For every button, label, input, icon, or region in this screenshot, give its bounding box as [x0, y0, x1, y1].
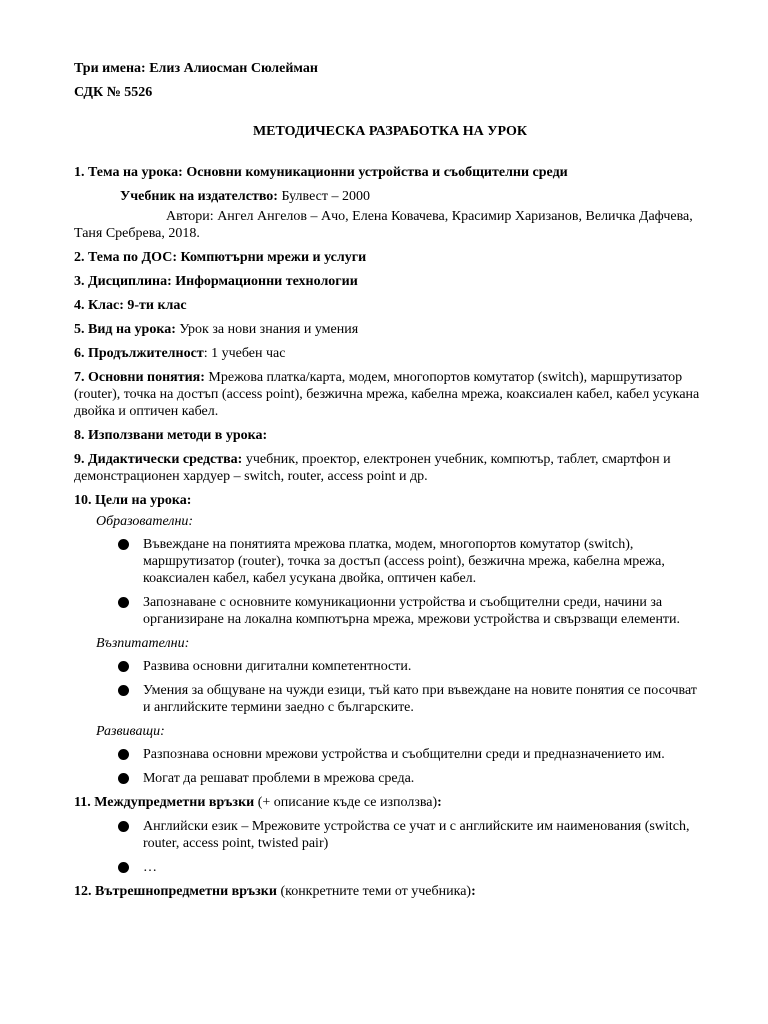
list-item: Разпознава основни мрежови устройства и съобщителни среди и предназначението им. — [118, 746, 706, 763]
list-item: Запознаване с основните комуникационни устройства и съобщителни среди, начини за организиране на локална компютърна мрежа, мрежови устройства и свързващи елементи. — [118, 594, 706, 628]
bullet-icon — [118, 749, 129, 760]
goals-upbringing-list — [74, 658, 706, 716]
bullet-icon — [118, 821, 129, 832]
section-teaching-aids: 9. Дидактически средства: учебник, проектор, електронен учебник, компютър, таблет, смартфон и демонстрационен хардуер – switch, router, access point и др. — [74, 452, 671, 484]
list-item: Развива основни дигитални компетентности. — [118, 658, 706, 675]
section-dos-topic: 2. Тема по ДОС: Компютърни мрежи и услуги — [74, 250, 367, 265]
goals-developing-list — [74, 746, 706, 787]
section-class: 4. Клас: 9-ти клас — [74, 298, 187, 313]
list-item: … — [118, 859, 706, 876]
document-page — [74, 60, 706, 907]
interdisciplinary-list — [74, 818, 706, 876]
section-lesson-topic: 1. Тема на урока: Основни комуникационни устройства и съобщителни среди — [74, 165, 568, 180]
section-interdisciplinary: 11. Междупредметни връзки (+ описание къде се използва): — [74, 795, 442, 810]
goals-developing-heading: Развиващи: — [96, 724, 165, 739]
sdk-number: СДК № 5526 — [74, 85, 153, 100]
document-title: МЕТОДИЧЕСКА РАЗРАБОТКА НА УРОК — [252, 124, 528, 139]
list-item: Умения за общуване на чужди езици, тъй като при въвеждане на новите понятия се посочват и английските термини заедно с българските. — [118, 682, 706, 716]
section-duration: 6. Продължителност: 1 учебен час — [74, 346, 286, 361]
bullet-icon — [118, 862, 129, 873]
goals-upbringing-heading: Възпитателни: — [96, 636, 190, 651]
section-lesson-type: 5. Вид на урока: Урок за нови знания и умения — [74, 322, 359, 337]
section-methods: 8. Използвани методи в урока: — [74, 428, 268, 443]
bullet-icon — [118, 597, 129, 608]
bullet-icon — [118, 661, 129, 672]
goals-educational-list — [74, 536, 706, 628]
textbook-line: Учебник на издателство: Булвест – 2000 — [120, 189, 370, 204]
section-lesson-goals: 10. Цели на урока: — [74, 493, 192, 508]
bullet-icon — [118, 685, 129, 696]
section-discipline: 3. Дисциплина: Информационни технологии — [74, 274, 358, 289]
list-item: Въвеждане на понятията мрежова платка, модем, многопортов комутатор (switch), маршрутизатор (router), точка за достъп (access point), безжична мрежа, кабелна мрежа, коаксиален кабел, кабел усукана двойка, оптичен кабел. — [118, 536, 706, 587]
section-intradisciplinary: 12. Вътрешнопредметни връзки (конкретните теми от учебника): — [74, 884, 476, 899]
bullet-icon — [118, 539, 129, 550]
bullet-icon — [118, 773, 129, 784]
authors-line: Автори: Ангел Ангелов – Ачо, Елена Ковачева, Красимир Харизанов, Величка Дафчева, Таня Сребрева, 2018. — [74, 209, 693, 241]
list-item: Могат да решават проблеми в мрежова среда. — [118, 770, 706, 787]
goals-educational-heading: Образователни: — [96, 514, 194, 529]
section-key-concepts: 7. Основни понятия: Мрежова платка/карта, модем, многопортов комутатор (switch), маршрутизатор (router), точка на достъп (access point), безжична мрежа, кабелна мрежа, коаксиален кабел, кабел усукана двойка и оптичен кабел. — [74, 370, 700, 419]
list-item: Английски език – Мрежовите устройства се учат и с английските им наименования (switch, router, access point, twisted pair) — [118, 818, 706, 852]
student-names: Три имена: Елиз Алиосман Сюлейман — [74, 61, 318, 76]
